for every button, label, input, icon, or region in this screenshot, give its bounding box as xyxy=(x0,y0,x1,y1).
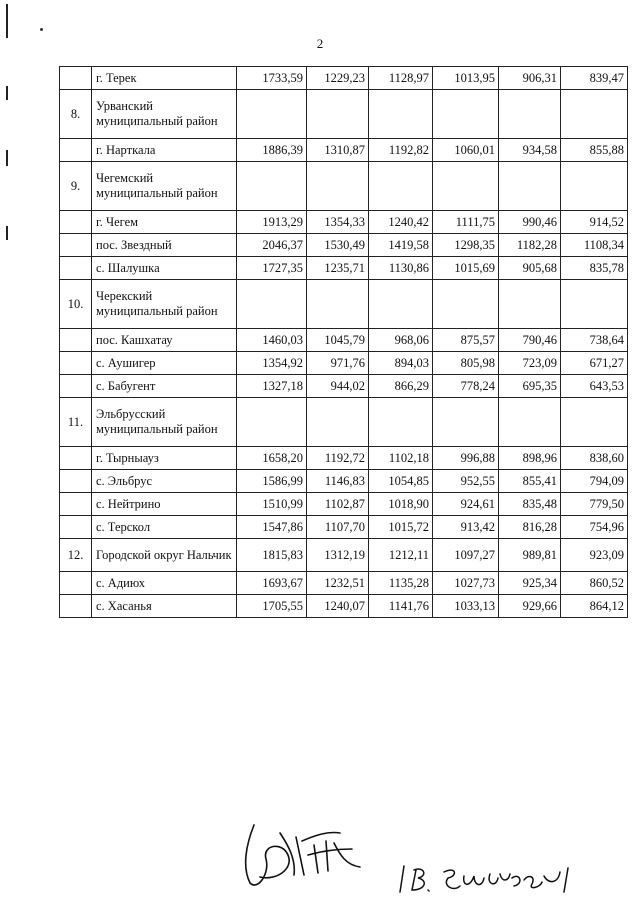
value-cell: 1060,01 xyxy=(433,139,499,162)
value-cell: 835,78 xyxy=(561,257,628,280)
value-cell xyxy=(433,280,499,329)
value-cell: 1102,87 xyxy=(307,493,369,516)
value-cell: 952,55 xyxy=(433,470,499,493)
value-cell: 643,53 xyxy=(561,375,628,398)
table-row xyxy=(60,470,628,493)
table-row xyxy=(60,398,628,447)
signature xyxy=(236,815,376,895)
table-row xyxy=(60,162,628,211)
value-cell: 1327,18 xyxy=(237,375,307,398)
value-cell: 1027,73 xyxy=(433,572,499,595)
table-row xyxy=(60,257,628,280)
value-cell: 1354,33 xyxy=(307,211,369,234)
value-cell: 754,96 xyxy=(561,516,628,539)
binding-mark xyxy=(6,150,8,166)
row-number xyxy=(60,516,92,539)
row-number xyxy=(60,572,92,595)
value-cell: 838,60 xyxy=(561,447,628,470)
table-row xyxy=(60,234,628,257)
table-row xyxy=(60,493,628,516)
settlement-name: Городской округ Нальчик xyxy=(92,539,237,572)
settlement-name: с. Нейтрино xyxy=(92,493,237,516)
value-cell: 1240,42 xyxy=(369,211,433,234)
row-number xyxy=(60,211,92,234)
value-cell: 923,09 xyxy=(561,539,628,572)
value-cell xyxy=(433,90,499,139)
row-number xyxy=(60,234,92,257)
settlement-name: с. Бабугент xyxy=(92,375,237,398)
value-cell: 1733,59 xyxy=(237,67,307,90)
row-number xyxy=(60,257,92,280)
table-row xyxy=(60,90,628,139)
speck xyxy=(40,28,43,31)
table-row xyxy=(60,329,628,352)
value-cell: 1419,58 xyxy=(369,234,433,257)
settlement-name: с. Адиюх xyxy=(92,572,237,595)
settlement-name: с. Аушигер xyxy=(92,352,237,375)
value-cell xyxy=(237,162,307,211)
value-cell xyxy=(237,280,307,329)
value-cell: 1015,72 xyxy=(369,516,433,539)
value-cell xyxy=(307,162,369,211)
value-cell: 1530,49 xyxy=(307,234,369,257)
value-cell xyxy=(499,398,561,447)
table-row xyxy=(60,572,628,595)
value-cell xyxy=(499,162,561,211)
value-cell: 971,76 xyxy=(307,352,369,375)
settlement-name: Черекский муниципальный район xyxy=(92,280,237,329)
row-number: 11. xyxy=(60,398,92,447)
row-number xyxy=(60,470,92,493)
value-cell: 723,09 xyxy=(499,352,561,375)
value-cell xyxy=(433,162,499,211)
value-cell: 944,02 xyxy=(307,375,369,398)
table-row xyxy=(60,352,628,375)
row-number: 12. xyxy=(60,539,92,572)
value-cell: 1298,35 xyxy=(433,234,499,257)
row-number: 8. xyxy=(60,90,92,139)
value-cell xyxy=(499,280,561,329)
row-number xyxy=(60,329,92,352)
binding-mark xyxy=(6,226,8,240)
table-row xyxy=(60,595,628,618)
value-cell: 929,66 xyxy=(499,595,561,618)
value-cell: 1192,72 xyxy=(307,447,369,470)
value-cell: 671,27 xyxy=(561,352,628,375)
binding-mark xyxy=(6,4,8,38)
row-number: 9. xyxy=(60,162,92,211)
value-cell xyxy=(237,90,307,139)
table-row xyxy=(60,375,628,398)
settlement-name: с. Терскол xyxy=(92,516,237,539)
value-cell: 816,28 xyxy=(499,516,561,539)
row-number xyxy=(60,493,92,516)
value-cell: 1015,69 xyxy=(433,257,499,280)
value-cell: 898,96 xyxy=(499,447,561,470)
value-cell: 1886,39 xyxy=(237,139,307,162)
value-cell: 925,34 xyxy=(499,572,561,595)
value-cell: 906,31 xyxy=(499,67,561,90)
value-cell: 1232,51 xyxy=(307,572,369,595)
value-cell: 794,09 xyxy=(561,470,628,493)
value-cell: 1235,71 xyxy=(307,257,369,280)
value-cell: 860,52 xyxy=(561,572,628,595)
settlement-name: Чегемский муниципальный район xyxy=(92,162,237,211)
value-cell: 1141,76 xyxy=(369,595,433,618)
row-number xyxy=(60,352,92,375)
value-cell: 866,29 xyxy=(369,375,433,398)
value-cell: 1460,03 xyxy=(237,329,307,352)
value-cell: 934,58 xyxy=(499,139,561,162)
value-cell: 779,50 xyxy=(561,493,628,516)
value-cell: 695,35 xyxy=(499,375,561,398)
value-cell: 738,64 xyxy=(561,329,628,352)
value-cell xyxy=(369,90,433,139)
value-cell: 1107,70 xyxy=(307,516,369,539)
value-cell: 914,52 xyxy=(561,211,628,234)
settlement-name: пос. Звездный xyxy=(92,234,237,257)
table-row xyxy=(60,539,628,572)
value-cell: 1240,07 xyxy=(307,595,369,618)
value-cell: 1146,83 xyxy=(307,470,369,493)
value-cell: 905,68 xyxy=(499,257,561,280)
value-cell: 1510,99 xyxy=(237,493,307,516)
value-cell: 894,03 xyxy=(369,352,433,375)
value-cell: 924,61 xyxy=(433,493,499,516)
value-cell: 1033,13 xyxy=(433,595,499,618)
settlement-name: с. Хасанья xyxy=(92,595,237,618)
table-row xyxy=(60,67,628,90)
value-cell: 1111,75 xyxy=(433,211,499,234)
value-cell: 1693,67 xyxy=(237,572,307,595)
value-cell: 839,47 xyxy=(561,67,628,90)
value-cell xyxy=(237,398,307,447)
settlement-name: с. Эльбрус xyxy=(92,470,237,493)
value-cell: 1135,28 xyxy=(369,572,433,595)
value-cell xyxy=(561,398,628,447)
value-cell: 1815,83 xyxy=(237,539,307,572)
value-cell xyxy=(369,398,433,447)
value-cell xyxy=(561,280,628,329)
value-cell: 835,48 xyxy=(499,493,561,516)
value-cell: 1102,18 xyxy=(369,447,433,470)
value-cell: 1018,90 xyxy=(369,493,433,516)
row-number xyxy=(60,595,92,618)
value-cell: 968,06 xyxy=(369,329,433,352)
value-cell: 1045,79 xyxy=(307,329,369,352)
value-cell: 1108,34 xyxy=(561,234,628,257)
value-cell xyxy=(369,280,433,329)
value-cell xyxy=(369,162,433,211)
settlement-name: Эльбрусский муниципальный район xyxy=(92,398,237,447)
row-number xyxy=(60,447,92,470)
table-row xyxy=(60,516,628,539)
value-cell: 1913,29 xyxy=(237,211,307,234)
value-cell: 1130,86 xyxy=(369,257,433,280)
signature-name xyxy=(398,862,598,896)
tariff-table xyxy=(59,66,628,618)
value-cell xyxy=(561,90,628,139)
value-cell: 1354,92 xyxy=(237,352,307,375)
value-cell: 1128,97 xyxy=(369,67,433,90)
settlement-name: г. Тырныауз xyxy=(92,447,237,470)
settlement-name: г. Терек xyxy=(92,67,237,90)
value-cell: 875,57 xyxy=(433,329,499,352)
value-cell: 1727,35 xyxy=(237,257,307,280)
value-cell xyxy=(433,398,499,447)
row-number: 10. xyxy=(60,280,92,329)
page-number: 2 xyxy=(316,36,324,51)
value-cell: 1097,27 xyxy=(433,539,499,572)
row-number xyxy=(60,139,92,162)
value-cell xyxy=(307,280,369,329)
value-cell: 1312,19 xyxy=(307,539,369,572)
value-cell: 1192,82 xyxy=(369,139,433,162)
value-cell: 1705,55 xyxy=(237,595,307,618)
row-number xyxy=(60,375,92,398)
value-cell: 790,46 xyxy=(499,329,561,352)
value-cell: 778,24 xyxy=(433,375,499,398)
value-cell: 855,88 xyxy=(561,139,628,162)
value-cell: 990,46 xyxy=(499,211,561,234)
settlement-name: пос. Кашхатау xyxy=(92,329,237,352)
value-cell: 1212,11 xyxy=(369,539,433,572)
settlement-name: с. Шалушка xyxy=(92,257,237,280)
value-cell: 1229,23 xyxy=(307,67,369,90)
settlement-name: Урванский муниципальный район xyxy=(92,90,237,139)
value-cell xyxy=(307,398,369,447)
value-cell xyxy=(307,90,369,139)
table-row xyxy=(60,280,628,329)
value-cell: 1547,86 xyxy=(237,516,307,539)
value-cell: 1182,28 xyxy=(499,234,561,257)
value-cell: 2046,37 xyxy=(237,234,307,257)
row-number xyxy=(60,67,92,90)
value-cell: 855,41 xyxy=(499,470,561,493)
value-cell: 1013,95 xyxy=(433,67,499,90)
value-cell: 913,42 xyxy=(433,516,499,539)
settlement-name: г. Нарткала xyxy=(92,139,237,162)
table-row xyxy=(60,447,628,470)
value-cell: 864,12 xyxy=(561,595,628,618)
value-cell: 996,88 xyxy=(433,447,499,470)
value-cell: 1658,20 xyxy=(237,447,307,470)
binding-mark xyxy=(6,86,8,100)
settlement-name: г. Чегем xyxy=(92,211,237,234)
value-cell: 1586,99 xyxy=(237,470,307,493)
value-cell xyxy=(561,162,628,211)
value-cell: 1054,85 xyxy=(369,470,433,493)
value-cell: 989,81 xyxy=(499,539,561,572)
table-row xyxy=(60,139,628,162)
table-row xyxy=(60,211,628,234)
value-cell xyxy=(499,90,561,139)
value-cell: 805,98 xyxy=(433,352,499,375)
value-cell: 1310,87 xyxy=(307,139,369,162)
